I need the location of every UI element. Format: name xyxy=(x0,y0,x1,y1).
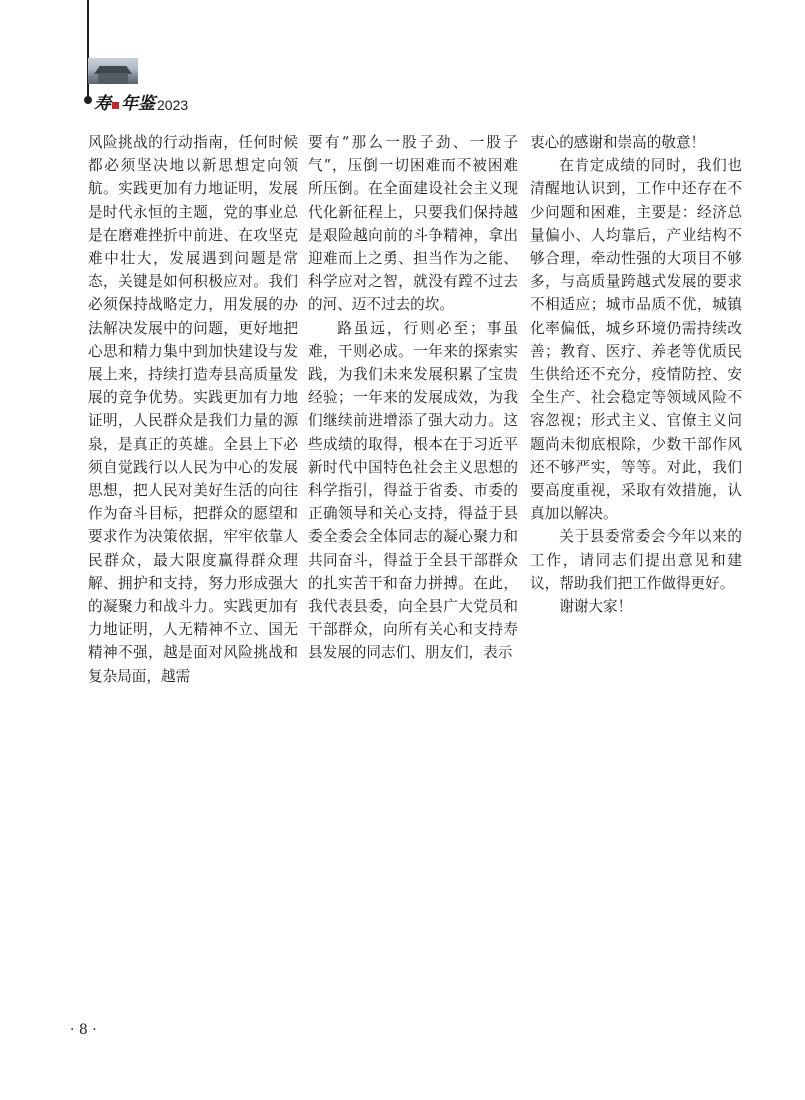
header-photo xyxy=(88,58,138,84)
paragraph: 风险挑战的行动指南，任何时候都必须坚决地以新思想定向领航。实践更加有力地证明，发展是时代永恒的主题，党的事业总是在磨难挫折中前进、在攻坚克难中壮大，发展遇到问题是常态，关键是如何积极应对。我们必须保持战略定力，用发展的办法解决发展中的问题，更好地把心思和精力集中到加快建设与发展上来，持续打造寿县高质量发展的竞争优势。实践更加有力地证明，人民群众是我们力量的源泉，是真正的英雄。全县上下必须自觉践行以人民为中心的发展思想，把人民对美好生活的向往作为奋斗目标，把群众的愿望和要求作为决策依据，牢牢依靠人民群众，最大限度赢得群众理解、拥护和支持，努力形成强大的凝聚力和战斗力。实践更加有力地证明，人无精神不立、国无精神不强，越是面对风险挑战和复杂局面，越需 xyxy=(88,134,298,685)
yearbook-year: 2023 xyxy=(157,97,189,113)
text-column-1 xyxy=(88,131,298,688)
paragraph: 衷心的感谢和崇高的敬意！ xyxy=(530,134,706,151)
yearbook-title-suffix: 年鉴 xyxy=(121,94,155,114)
text-column-3 xyxy=(530,131,742,618)
header-photo-hall xyxy=(98,73,128,84)
paragraph: 路虽远，行则必至；事虽难，干则必成。一年来的探索实践，为我们未来发展积累了宝贵经验；一年来的发展成效，为我们继续前进增添了强大动力。这些成绩的取得，根本在于习近平新时代中国特色社会主义思想的科学指引，得益于省委、市委的正确领导和关心支持，得益于县委全委会全体同志的凝心聚力和共同奋斗，得益于全县干部群众的扎实苦干和奋力拼搏。在此，我代表县委，向全县广大党员和干部群众，向所有关心和支持寿县发展的同志们、朋友们，表示 xyxy=(308,319,518,662)
text-column-2 xyxy=(308,131,518,665)
yearbook-header xyxy=(94,92,188,114)
paragraph: 要有“那么一股子劲、一股子气”，压倒一切困难而不被困难所压倒。在全面建设社会主义现代化新征程上，只要我们保持越是艰险越向前的斗争精神，拿出迎难而上之勇、担当作为之能、科学应对之智，就没有蹚不过去的河、迈不过去的坎。 xyxy=(308,134,518,314)
red-seal-icon xyxy=(112,102,119,109)
page-number: · 8 · xyxy=(70,1022,97,1038)
paragraph: 谢谢大家！ xyxy=(559,598,633,616)
paragraph: 关于县委常委会今年以来的工作，请同志们提出意见和建议，帮助我们把工作做得更好。 xyxy=(530,528,742,592)
yearbook-title-char: 寿 xyxy=(94,94,111,114)
header-rule-dot xyxy=(84,96,92,104)
paragraph: 在肯定成绩的同时，我们也清醒地认识到，工作中还存在不少问题和困难，主要是：经济总量偏小、人均靠后，产业结构不够合理，牵动性强的大项目不够多，与高质量跨越式发展的要求不相适应；城市品质不优，城镇化率偏低，城乡环境仍需持续改善；教育、医疗、养老等优质民生供给还不充分，疫情防控、安全生产、社会稳定等领域风险不容忽视；形式主义、官僚主义问题尚未彻底根除，少数干部作风还不够严实，等等。对此，我们要高度重视，采取有效措施，认真加以解决。 xyxy=(530,157,742,523)
